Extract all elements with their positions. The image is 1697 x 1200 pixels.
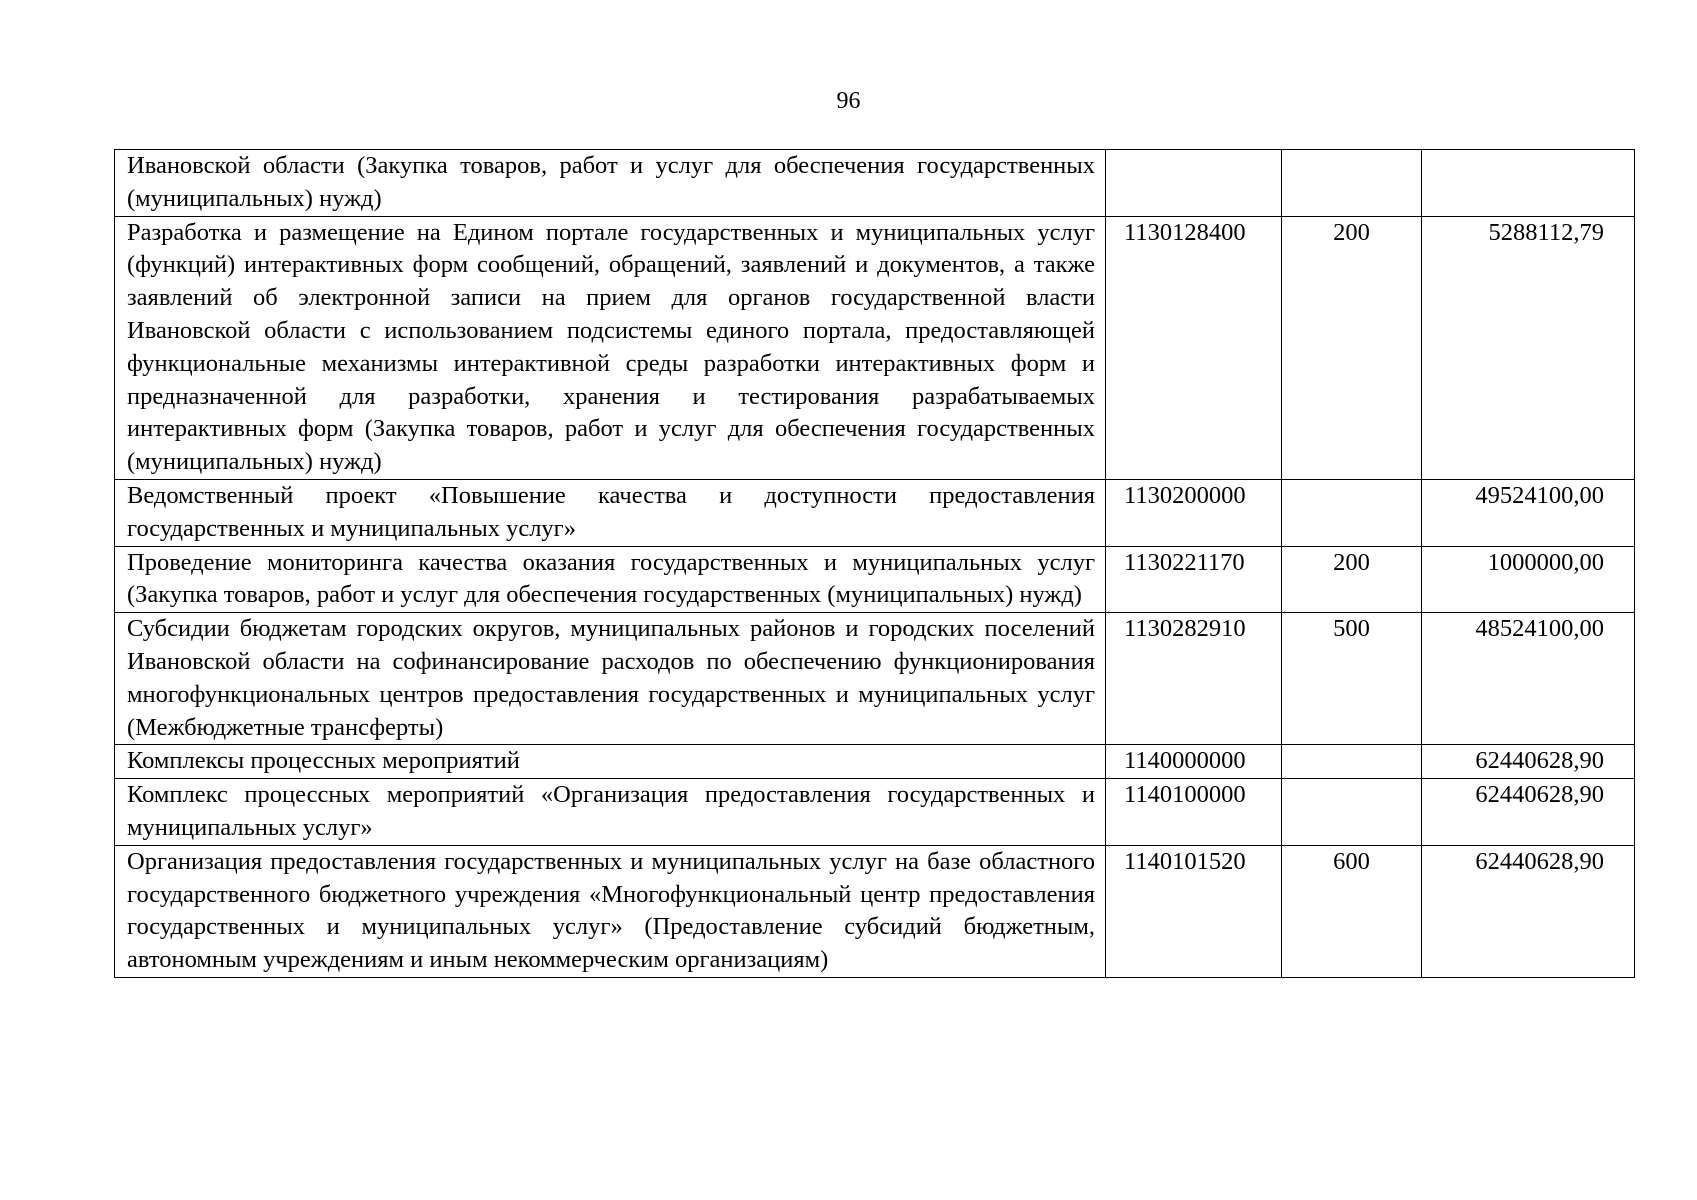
row-expense-type: [1282, 779, 1422, 846]
row-amount: 5288112,79: [1422, 216, 1635, 479]
row-amount: 62440628,90: [1422, 779, 1635, 846]
row-target-code: 1140101520: [1106, 845, 1282, 977]
row-amount: 1000000,00: [1422, 546, 1635, 613]
row-expense-type: 200: [1282, 216, 1422, 479]
row-target-code: [1106, 150, 1282, 217]
table-row: [115, 546, 1635, 613]
row-amount: 62440628,90: [1422, 745, 1635, 779]
row-amount: 49524100,00: [1422, 479, 1635, 546]
table-row: [115, 779, 1635, 846]
row-expense-type: [1282, 745, 1422, 779]
row-expense-type: 200: [1282, 546, 1422, 613]
row-target-code: 1130128400: [1106, 216, 1282, 479]
row-target-code: 1130200000: [1106, 479, 1282, 546]
table-row: [115, 216, 1635, 479]
row-expense-type: 500: [1282, 613, 1422, 745]
row-description: Организация предоставления государственных и муниципальных услуг на базе областного государственного бюджетного учреждения «Многофункциональный центр предоставления государственных и муниципальных услуг» (Предоставление субсидий бюджетным, автономным учреждениям и иным некоммерческим организациям): [115, 845, 1106, 977]
row-target-code: 1130221170: [1106, 546, 1282, 613]
row-expense-type: [1282, 150, 1422, 217]
row-description: Комплекс процессных мероприятий «Организация предоставления государственных и муниципальных услуг»: [115, 779, 1106, 846]
table-row: [115, 150, 1635, 217]
row-description: Ивановской области (Закупка товаров, работ и услуг для обеспечения государственных (муниципальных) нужд): [115, 150, 1106, 217]
page-number: 96: [836, 88, 861, 114]
row-target-code: 1140000000: [1106, 745, 1282, 779]
row-amount: [1422, 150, 1635, 217]
row-description: Комплексы процессных мероприятий: [115, 745, 1106, 779]
row-expense-type: 600: [1282, 845, 1422, 977]
row-expense-type: [1282, 479, 1422, 546]
table-row: [115, 845, 1635, 977]
table-row: [115, 745, 1635, 779]
row-target-code: 1130282910: [1106, 613, 1282, 745]
row-description: Проведение мониторинга качества оказания государственных и муниципальных услуг (Закупка товаров, работ и услуг для обеспечения государственных (муниципальных) нужд): [115, 546, 1106, 613]
row-amount: 48524100,00: [1422, 613, 1635, 745]
row-description: Ведомственный проект «Повышение качества и доступности предоставления государственных и муниципальных услуг»: [115, 479, 1106, 546]
budget-table: [114, 149, 1635, 978]
row-description: Разработка и размещение на Едином портале государственных и муниципальных услуг (функций) интерактивных форм сообщений, обращений, заявлений и документов, а также заявлений об электронной записи на прием для органов государственной власти Ивановской области с использованием подсистемы единого портала, предоставляющей функциональные механизмы интерактивной среды разработки интерактивных форм и предназначенной для разработки, хранения и тестирования разрабатываемых интерактивных форм (Закупка товаров, работ и услуг для обеспечения государственных (муниципальных) нужд): [115, 216, 1106, 479]
row-amount: 62440628,90: [1422, 845, 1635, 977]
table-row: [115, 479, 1635, 546]
table-row: [115, 613, 1635, 745]
row-description: Субсидии бюджетам городских округов, муниципальных районов и городских поселений Ивановской области на софинансирование расходов по обеспечению функционирования многофункциональных центров предоставления государственных и муниципальных услуг (Межбюджетные трансферты): [115, 613, 1106, 745]
row-target-code: 1140100000: [1106, 779, 1282, 846]
